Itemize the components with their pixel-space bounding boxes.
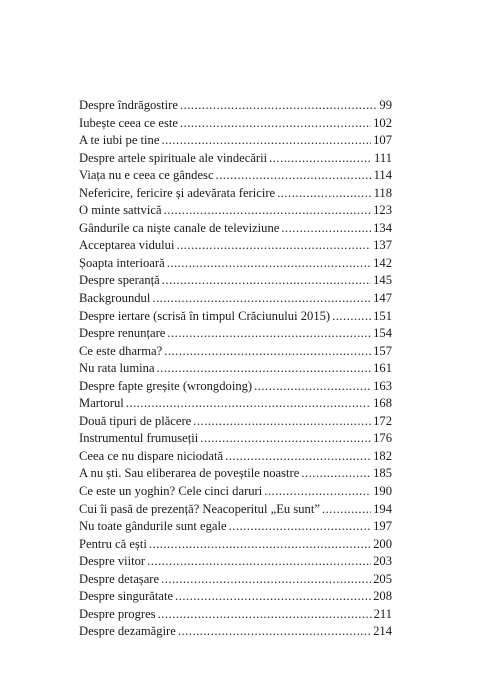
toc-entry-title: Despre dezamăgire [79,624,176,639]
toc-entry [79,360,392,378]
toc-dot-leader [162,272,371,290]
toc-entry [79,290,392,308]
toc-entry [79,518,392,536]
toc-page-number: 190 [373,484,392,499]
toc-entry-title: Ceea ce nu dispare niciodată [79,448,224,463]
toc-dot-leader [167,325,371,343]
toc-entry-title: Nefericire, fericire și adevărata fericire [79,185,276,200]
toc-dot-leader [254,378,371,396]
toc-entry [79,202,392,220]
toc-entry [79,606,392,624]
toc-dot-leader [281,220,371,238]
toc-page-number: 134 [373,220,392,235]
toc-dot-leader [269,150,372,168]
toc-entry-title: Acceptarea vidului [79,238,175,253]
toc-entry [79,272,392,290]
toc-dot-leader [164,343,371,361]
toc-entry-title: Despre speranță [79,273,160,288]
toc-entry [79,623,392,641]
toc-entry [79,395,392,413]
toc-page-number: 194 [373,501,392,516]
toc-page-number: 151 [373,308,392,323]
toc-entry [79,220,392,238]
toc-entry-title: Șoapta interioară [79,255,165,270]
toc-page-number: 197 [373,519,392,534]
toc-page-number: 163 [373,378,392,393]
toc-dot-leader [322,501,371,519]
toc-page-number: 145 [373,273,392,288]
toc-page-number: 107 [373,133,392,148]
toc-dot-leader [180,115,371,133]
toc-dot-leader [167,255,371,273]
toc-dot-leader [176,237,371,255]
toc-entry [79,501,392,519]
toc-dot-leader [301,465,371,483]
toc-page-number: 161 [373,361,392,376]
toc-page-number: 99 [379,98,392,112]
toc-entry [79,571,392,589]
toc-page-number: 114 [373,168,392,183]
toc-page-number: 137 [373,238,392,253]
toc-entry [79,185,392,203]
toc-entry-title: Iubește ceea ce este [79,115,178,130]
toc-dot-leader [193,413,371,431]
toc-entry [79,430,392,448]
toc-entry [79,97,392,115]
toc-entry-title: Viața nu e ceea ce gândesc [79,168,214,183]
toc-dot-leader [216,167,372,185]
toc-dot-leader [152,290,371,308]
toc-entry-title: Gândurile ca niște canale de televiziune [79,220,280,235]
toc-dot-leader [161,571,371,589]
toc-dot-leader [180,97,377,115]
toc-page-number: 168 [373,396,392,411]
toc-dot-leader [158,606,372,624]
toc-entry-title: Nu toate gândurile sunt egale [79,519,227,534]
toc-entry-title: Cui îi pasă de prezență? Neacoperitul „Eu sunt” [79,501,320,516]
toc-page-number: 102 [373,115,392,130]
toc-dot-leader [178,623,371,641]
toc-entry [79,378,392,396]
toc-dot-leader [332,308,371,326]
toc-dot-leader [161,132,371,150]
toc-entry-title: Backgroundul [79,291,151,306]
toc-entry-title: O minte sattvică [79,203,162,218]
toc-entry [79,167,392,185]
toc-dot-leader [147,553,371,571]
toc-entry-title: Despre iertare (scrisă în timpul Crăciunului 2015) [79,308,331,323]
toc-entry [79,553,392,571]
toc-entry [79,413,392,431]
toc-entry-title: Despre artele spirituale ale vindecării [79,150,268,165]
toc-entry-title: Instrumentul frumuseții [79,431,199,446]
toc-entry [79,255,392,273]
toc-dot-leader [200,430,371,448]
toc-entry [79,343,392,361]
toc-page-number: 154 [373,326,392,341]
toc-dot-leader [277,185,371,203]
toc-entry-title: Despre fapte greșite (wrongdoing) [79,378,253,393]
toc-page-number: 176 [373,431,392,446]
toc-page-number: 214 [373,624,392,639]
toc-page-number: 111 [374,150,392,165]
toc-entry-title: A nu ști. Sau eliberarea de poveștile noastre [79,466,300,481]
toc-dot-leader [175,588,371,606]
toc-page-number: 118 [373,185,392,200]
toc-page-number: 123 [373,203,392,218]
toc-entry [79,308,392,326]
toc-entry [79,536,392,554]
toc-entry-title: Ce este dharma? [79,343,163,358]
toc-dot-leader [149,536,371,554]
toc-dot-leader [164,202,372,220]
toc-entry [79,448,392,466]
toc-page-number: 182 [373,448,392,463]
toc-entry [79,588,392,606]
toc-entry-title: A te iubi pe tine [79,133,160,148]
toc-entry [79,132,392,150]
toc-entry [79,483,392,501]
toc-entry [79,237,392,255]
toc-dot-leader [225,448,371,466]
toc-entry [79,465,392,483]
toc-page-number: 185 [373,466,392,481]
toc-page-number: 200 [373,536,392,551]
toc-entry [79,325,392,343]
toc-entry-title: Despre progres [79,606,156,621]
toc-entry-title: Despre detașare [79,571,160,586]
toc-entry-title: Ce este un yoghin? Cele cinci daruri [79,484,263,499]
toc-page-number: 147 [373,291,392,306]
toc-entry [79,150,392,168]
toc-page-number: 208 [373,589,392,604]
toc-entry-title: Nu rata lumina [79,361,155,376]
toc-dot-leader [157,360,372,378]
toc-entry-title: Martorul [79,396,124,411]
toc-page-number: 157 [373,343,392,358]
toc-entry-title: Despre viitor [79,554,146,569]
toc-page-number: 203 [373,554,392,569]
toc-entry-title: Despre renunțare [79,326,166,341]
table-of-contents [79,97,392,641]
toc-page-number: 205 [373,571,392,586]
toc-page-number: 172 [373,413,392,428]
toc-entry-title: Despre singurătate [79,589,174,604]
toc-dot-leader [264,483,371,501]
toc-page-number: 142 [373,255,392,270]
toc-entry-title: Pentru că ești [79,536,147,551]
toc-entry [79,115,392,133]
toc-dot-leader [229,518,372,536]
toc-entry-title: Despre îndrăgostire [79,98,178,112]
toc-page-number: 211 [373,606,392,621]
toc-dot-leader [126,395,371,413]
toc-entry-title: Două tipuri de plăcere [79,413,192,428]
